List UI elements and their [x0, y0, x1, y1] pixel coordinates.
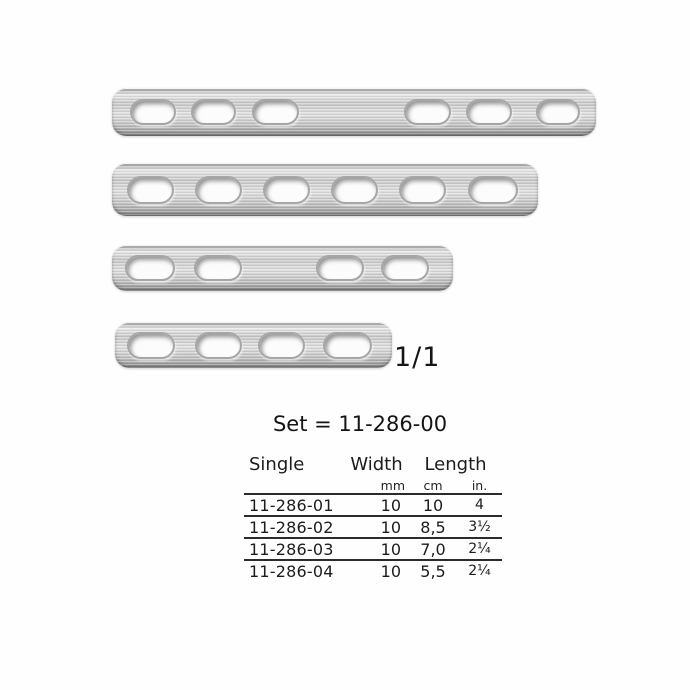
catalog-number-cell: 11-286-04: [249, 561, 334, 581]
table-row: [244, 537, 502, 559]
table-row: [244, 515, 502, 537]
plate-screw-hole: [195, 176, 242, 204]
length-cm-cell: 7,0: [420, 539, 446, 559]
size-table-body: [244, 493, 502, 581]
length-in-cell: 2¼: [468, 541, 491, 557]
plate-screw-hole: [331, 176, 378, 204]
plate-screw-hole: [263, 176, 310, 204]
column-header-single: Single: [249, 454, 305, 475]
plate-11-286-01: [112, 88, 596, 136]
plate-11-286-04: [115, 322, 392, 368]
plate-screw-hole: [195, 332, 242, 359]
plate-screw-hole: [125, 255, 175, 281]
plate-screw-hole: [127, 176, 174, 204]
plate-screw-hole: [323, 332, 372, 359]
length-cm-cell: 5,5: [420, 561, 446, 581]
table-units-row: [244, 475, 502, 493]
length-in-cell: 3½: [468, 519, 491, 535]
plate-screw-hole: [258, 332, 305, 359]
unit-in: in.: [471, 478, 488, 493]
column-header-length: Length: [424, 454, 487, 475]
plate-screw-hole: [536, 99, 580, 125]
set-title: Set = 11-286-00: [272, 412, 448, 436]
plate-screw-hole: [316, 255, 364, 281]
table-header-row: [244, 450, 502, 475]
plate-screw-hole: [399, 176, 446, 204]
width-mm-cell: 10: [380, 539, 401, 559]
plate-screw-hole: [194, 255, 242, 281]
plate-screw-hole: [252, 99, 299, 125]
length-cm-cell: 8,5: [420, 517, 446, 537]
length-in-cell: 2¼: [468, 563, 491, 579]
table-row: [244, 493, 502, 515]
unit-mm: mm: [380, 478, 405, 493]
plate-screw-hole: [130, 99, 176, 125]
plate-screw-hole: [191, 99, 236, 125]
column-header-width: Width: [350, 454, 403, 475]
plate-screw-hole: [127, 332, 175, 359]
width-mm-cell: 10: [380, 561, 401, 581]
width-mm-cell: 10: [380, 517, 401, 537]
size-table: [244, 450, 502, 581]
plate-screw-hole: [381, 255, 429, 281]
plate-screw-hole: [404, 99, 451, 125]
plate-11-286-03: [112, 245, 453, 291]
scale-label: 1/1: [394, 342, 441, 373]
catalog-number-cell: 11-286-02: [249, 517, 334, 537]
plate-screw-hole: [468, 176, 518, 204]
catalog-number-cell: 11-286-01: [249, 495, 334, 515]
plate-11-286-02: [112, 163, 538, 216]
plate-screw-hole: [466, 99, 512, 125]
length-in-cell: 4: [475, 497, 484, 513]
unit-cm: cm: [423, 478, 443, 493]
length-cm-cell: 10: [422, 495, 444, 515]
table-row: [244, 559, 502, 581]
catalog-number-cell: 11-286-03: [249, 539, 334, 559]
width-mm-cell: 10: [380, 495, 401, 515]
